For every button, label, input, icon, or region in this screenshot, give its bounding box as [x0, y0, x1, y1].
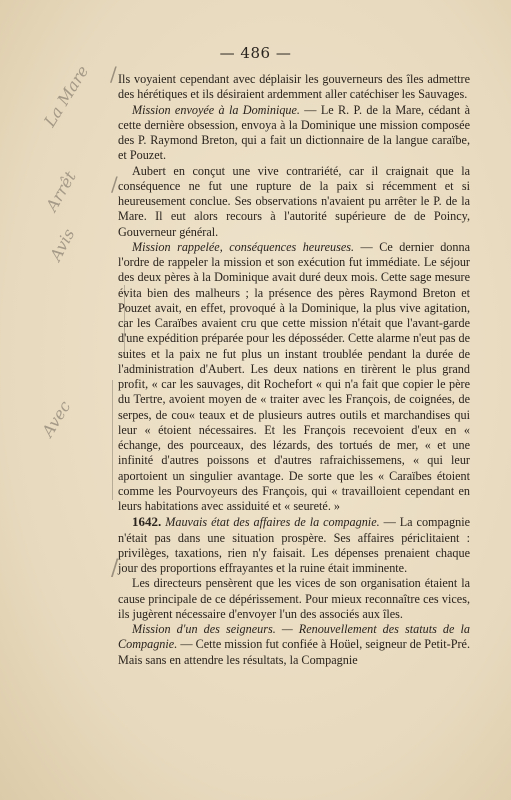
paragraph — [118, 622, 470, 668]
year-label: 1642. — [132, 514, 162, 530]
margin-annotation: Arrêt — [42, 167, 80, 215]
section-heading: Mission d'un des seigneurs. — Renouvellement des statuts de la Compagnie. — [118, 622, 470, 652]
paragraph — [118, 240, 470, 515]
margin-slash-mark: / — [111, 556, 119, 581]
paragraph-text: — Cette mission fut confiée à Hoüel, seigneur de Petit-Pré. Mais sans en attendre les résultats, la Compagnie — [118, 637, 470, 667]
paragraph — [118, 576, 470, 622]
margin-slash-mark: / — [111, 172, 118, 196]
paragraph-text: Ils voyaient cependant avec déplaisir les gouverneurs des îles admettre des hérétiques et ils désiraient ardemment aller catéchiser les Sauvages. — [118, 72, 470, 102]
paragraph-text: Les directeurs pensèrent que les vices de son organisation étaient la cause principale de ce dépérissement. Pour mieux reconnaître ces vices, ils jugèrent nécessaire d'envoyer l'un des associés aux îles. — [118, 576, 470, 621]
margin-annotation: Avec — [38, 397, 75, 441]
paragraph-text: — La compagnie n'était pas dans une situation prospère. Ses affaires périclitaient : privilèges, taxations, rien n'y faisait. Les dépenses prenaient chaque jour des proportions effrayantes et la ruine était imminente. — [118, 515, 470, 575]
section-heading: Mission rappelée, conséquences heureuses. — [132, 239, 355, 254]
margin-annotation: La Mare — [40, 62, 93, 131]
section-heading: Mauvais état des affaires de la compagnie. — [165, 515, 380, 530]
page-number: — 486 — — [219, 44, 292, 62]
paragraph-text: — Ce dernier donna l'ordre de rappeler la mission et son exécution fut immédiate. Le séjour des deux pères à la Dominique avait duré deux mois. Cette sage mesure évita bien des malheurs ; la présence des pères Raymond Breton et Pouzet avait, en effet, provoqué à la Dominique, la plus vive agitation, car les Caraïbes avaient cru que cette mission n'était que l'avant-garde d'une expédition préparée pour les déposséder. Cette alarme n'eut pas de suites et la paix ne fut plus un instant troublée pendant la durée de l'administration d'Aubert. Les deux nations en tirèrent le plus grand profit, « car les sauvages, dit Rochefort « qui n'a fait que copier le père du Tertre, avoient moyen de « traiter avec les François, de coignées, de serpes, de cou« teaux et de plusieurs autres outils et marchandises qui leur « étoient nécessaires. Et les François recevoient d'eux en « échange, des pourceaux, des lézards, des tortués de mer, « et une infinité d'autres poissons et d'autres rafraichissemens, « qui leur aportoient un singulier avantage. De sorte que les « Caraïbes étoient comme les Pourvoyeurs des François, qui « travailloient cependant en leurs habitations avec assiduité et « seureté. » — [118, 239, 470, 513]
section-heading: Mission envoyée à la Dominique. — [132, 102, 300, 117]
paragraph — [118, 103, 470, 164]
margin-slash-mark: / — [110, 62, 117, 86]
paragraph-text: Aubert en conçut une vive contrariété, car il craignait que la conséquence ne fut une rupture de la paix si récemment et si heureusement conclue. Ses observations n'avaient pu arrêter le P. de la Mare. Il eut alors recours à l'autorité supérieure de de Poincy, Gouverneur général. — [118, 163, 470, 239]
paragraph-text: — Le R. P. de la Mare, cédant à cette dernière obsession, envoya à la Dominique une mission composée des P. Raymond Breton, qui a fait un dictionnaire de la langue caraïbe, et Pouzet. — [118, 102, 470, 163]
paragraph — [118, 514, 470, 576]
margin-annotation: Avis — [46, 225, 79, 264]
body-text — [118, 72, 470, 668]
paragraph — [118, 72, 470, 103]
paragraph — [118, 164, 470, 240]
margin-vertical-line — [112, 380, 113, 500]
